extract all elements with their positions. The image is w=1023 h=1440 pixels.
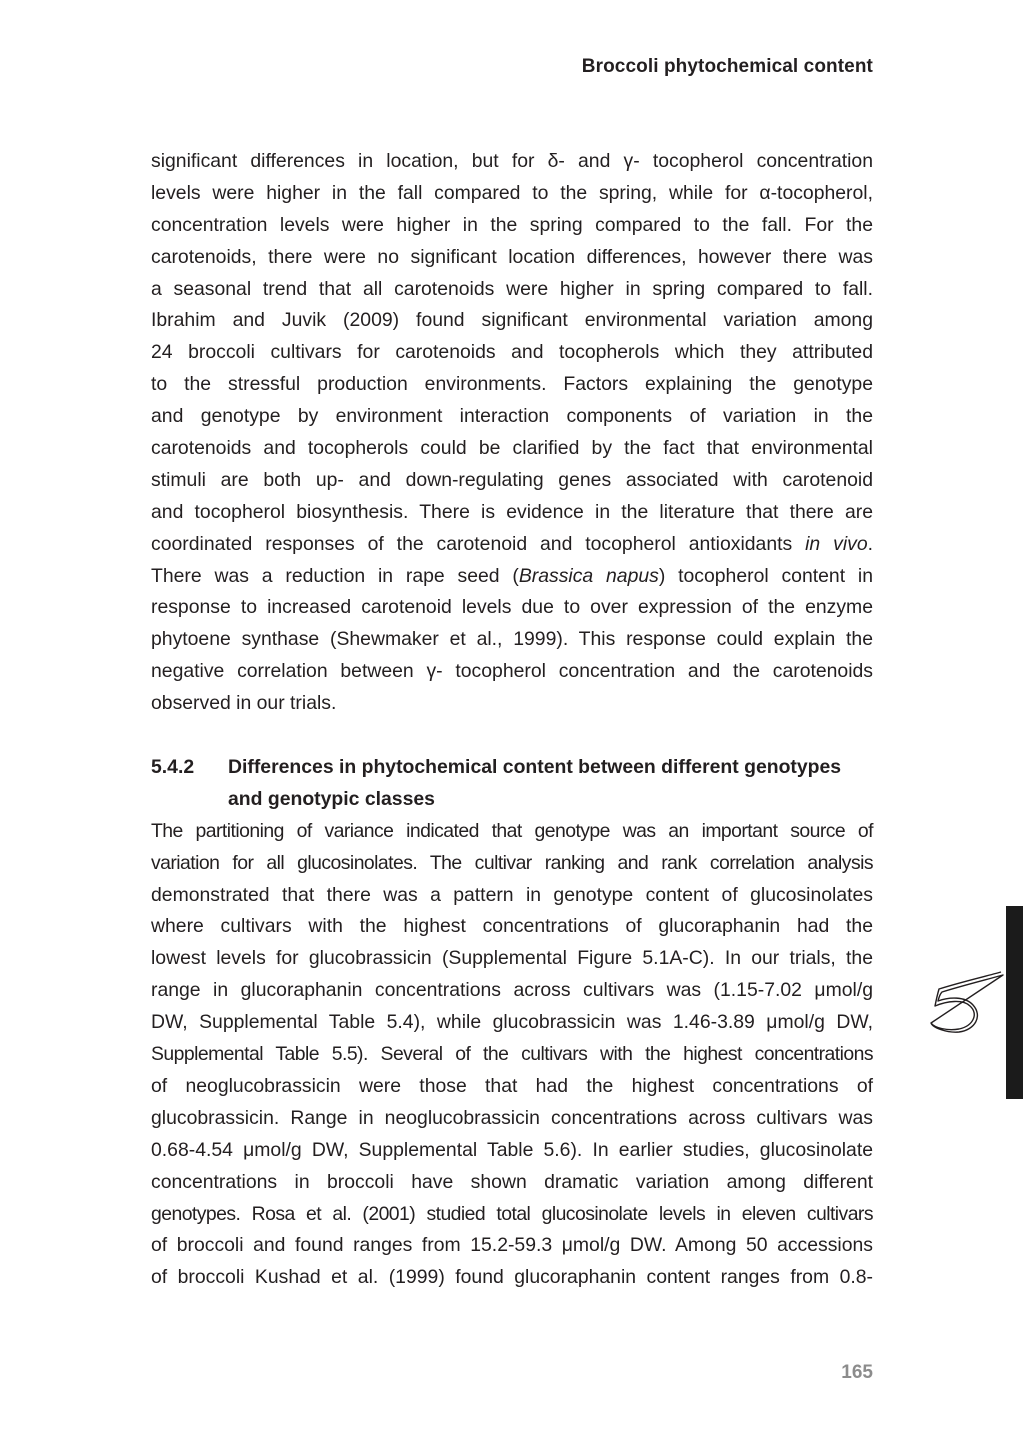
text-line (151, 688, 873, 720)
text-line (151, 465, 873, 497)
text-line (151, 337, 873, 369)
text-line (151, 592, 873, 624)
section-number: 5.4.2 (151, 756, 195, 779)
line-text: concentrations in broccoli have shown dramatic variation among different (151, 1170, 873, 1193)
line-text: phytoene synthase (Shewmaker et al., 1999). This response could explain the (151, 628, 873, 651)
line-text: demonstrated that there was a pattern in genotype content of glucosinolates (151, 883, 873, 906)
line-text: Supplemental Table 5.5). Several of the cultivars with the highest concentrations (151, 1043, 873, 1066)
line-text: of broccoli Kushad et al. (1999) found glucoraphanin content ranges from 0.8- (151, 1266, 873, 1289)
text-line (151, 305, 873, 337)
paragraph-2 (151, 816, 873, 1294)
text-line (151, 975, 873, 1007)
line-text: concentration levels were higher in the spring compared to the fall. For the (151, 213, 873, 236)
line-text: DW, Supplemental Table 5.4), while glucobrassicin was 1.46-3.89 μmol/g DW, (151, 1011, 873, 1034)
line-text: The partitioning of variance indicated that genotype was an important source of (151, 819, 873, 842)
text-line (151, 401, 873, 433)
line-text: variation for all glucosinolates. The cultivar ranking and rank correlation analysis (151, 851, 873, 874)
italic-term: Brassica napus (518, 564, 659, 587)
line-text: carotenoids and tocopherols could be clarified by the fact that environmental (151, 437, 873, 460)
text-line (151, 1230, 873, 1262)
text-line (151, 1199, 873, 1231)
section-heading (151, 752, 873, 816)
text-line (151, 816, 873, 848)
text-line (151, 242, 873, 274)
line-text: a seasonal trend that all carotenoids were higher in spring compared to fall. (151, 277, 873, 300)
text-line (151, 529, 873, 561)
text-line (151, 848, 873, 880)
text-line (151, 1071, 873, 1103)
text-line (151, 146, 873, 178)
line-text: ) tocopherol content in (658, 564, 874, 587)
text-line (151, 210, 873, 242)
line-text: where cultivars with the highest concentrations of glucoraphanin had the (151, 915, 873, 938)
section-title-line-1: Differences in phytochemical content between different genotypes (228, 756, 842, 779)
paragraph-1 (151, 146, 873, 720)
line-text: negative correlation between γ- tocopherol concentration and the carotenoids (151, 660, 873, 683)
line-text: . (867, 532, 873, 555)
line-text: genotypes. Rosa et al. (2001) studied total glucosinolate levels in eleven cultivars (151, 1202, 873, 1225)
line-text: significant differences in location, but for δ- and γ- tocopherol concentration (151, 150, 873, 172)
page-number: 165 (841, 1362, 873, 1383)
text-line (151, 943, 873, 975)
text-line (151, 1007, 873, 1039)
text-line (151, 433, 873, 465)
line-text: observed in our trials. (151, 692, 337, 715)
line-text: stimuli are both up- and down-regulating genes associated with carotenoid (151, 468, 873, 491)
chapter-5-icon (925, 968, 1007, 1038)
text-line (151, 656, 873, 688)
line-text: and tocopherol biosynthesis. There is evidence in the literature that there are (151, 500, 873, 523)
line-text: There was a reduction in rape seed ( (151, 564, 519, 587)
line-text: 24 broccoli cultivars for carotenoids and tocopherols which they attributed (151, 341, 873, 364)
text-line (151, 1262, 873, 1294)
body-text (151, 146, 873, 1294)
text-line (151, 1103, 873, 1135)
line-text: 0.68-4.54 μmol/g DW, Supplemental Table 5.6). In earlier studies, glucosinolate (151, 1138, 873, 1161)
italic-term: in vivo (805, 532, 868, 555)
text-line (151, 624, 873, 656)
text-line (151, 497, 873, 529)
line-text: response to increased carotenoid levels due to over expression of the enzyme (151, 596, 873, 619)
line-text: glucobrassicin. Range in neoglucobrassicin concentrations across cultivars was (151, 1106, 873, 1129)
text-line (151, 880, 873, 912)
line-text: coordinated responses of the carotenoid and tocopherol antioxidants (151, 532, 806, 555)
line-text: range in glucoraphanin concentrations across cultivars was (1.15-7.02 μmol/g (151, 979, 873, 1002)
text-line (151, 274, 873, 306)
chapter-thumb-tab (1006, 906, 1023, 1099)
line-text: carotenoids, there were no significant location differences, however there was (151, 245, 873, 268)
running-header: Broccoli phytochemical content (581, 56, 873, 77)
text-line (151, 369, 873, 401)
line-text: of broccoli and found ranges from 15.2-59.3 μmol/g DW. Among 50 accessions (151, 1234, 873, 1257)
line-text: of neoglucobrassicin were those that had the highest concentrations of (151, 1074, 873, 1097)
text-line (151, 1039, 873, 1071)
section-title-line-2: and genotypic classes (228, 787, 435, 810)
line-text: levels were higher in the fall compared to the spring, while for α-tocopherol, (151, 181, 873, 204)
line-text: Ibrahim and Juvik (2009) found significant environmental variation among (151, 309, 873, 332)
text-line (151, 911, 873, 943)
text-line (151, 178, 873, 210)
text-line (151, 561, 873, 593)
text-line (151, 1167, 873, 1199)
text-line (151, 1135, 873, 1167)
line-text: and genotype by environment interaction components of variation in the (151, 405, 873, 428)
line-text: lowest levels for glucobrassicin (Supplemental Figure 5.1A-C). In our trials, the (151, 947, 873, 970)
line-text: to the stressful production environments. Factors explaining the genotype (151, 373, 873, 396)
